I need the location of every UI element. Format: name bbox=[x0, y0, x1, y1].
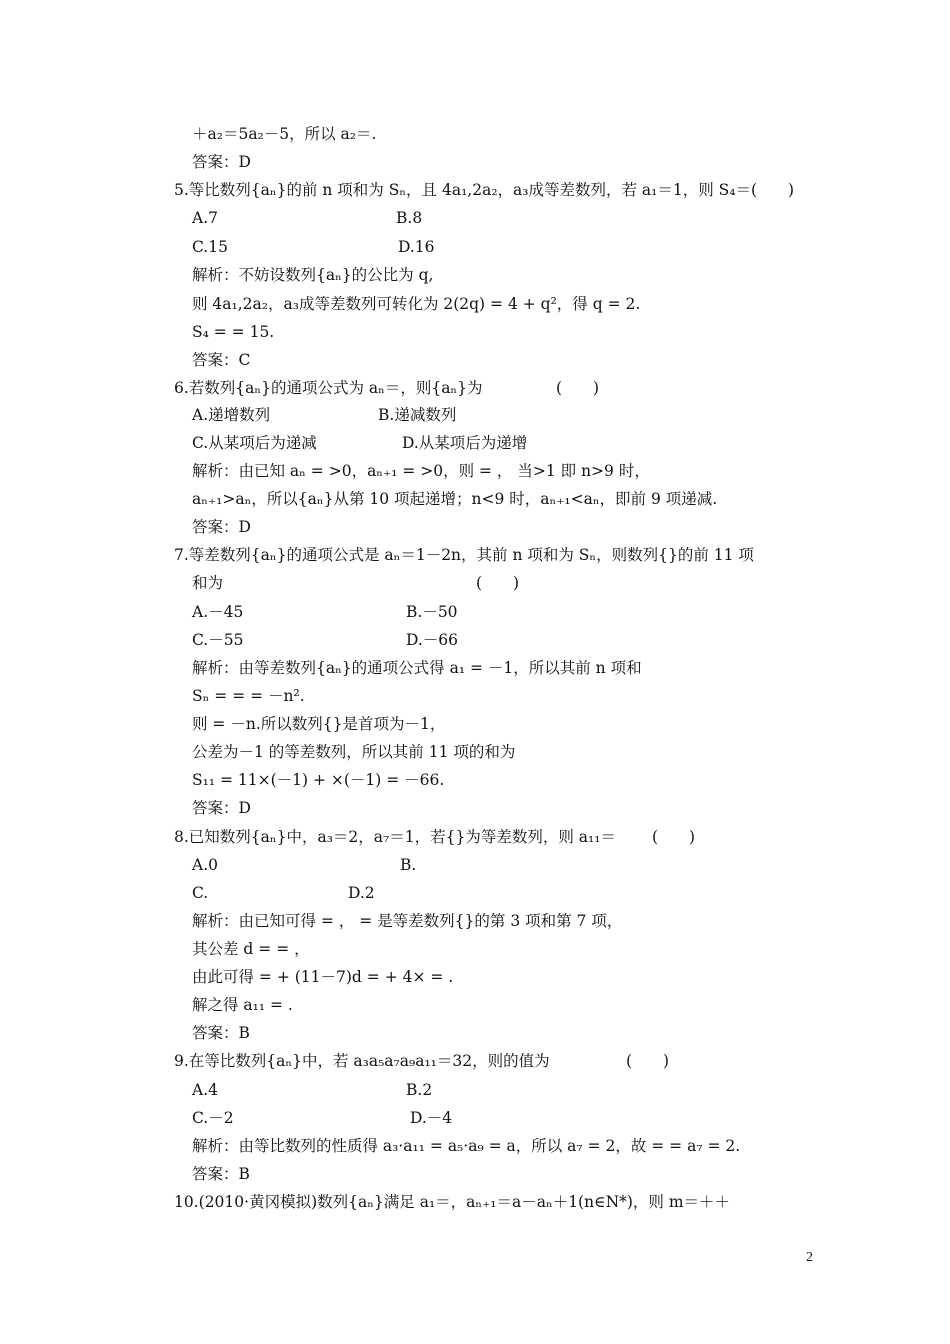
text-segment: 答案：C bbox=[192, 351, 251, 369]
text-segment: Sₙ = = = －n². bbox=[192, 687, 305, 705]
text-segment: B.2 bbox=[406, 1081, 433, 1099]
text-segment: S₁₁ = 11×(－1) + ×(－1) = －66. bbox=[192, 771, 445, 789]
text-segment: 10.(2010·黄冈模拟)数列{aₙ}满足 a₁＝，aₙ₊₁＝a－aₙ＋1(n∈N*)，则 m＝＋＋ bbox=[174, 1193, 731, 1211]
text-segment: 7.等差数列{aₙ}的通项公式是 aₙ＝1－2n，其前 n 项和为 Sₙ，则数列{}的前 11 项 bbox=[174, 546, 754, 564]
text-segment: S₄ = = 15. bbox=[192, 323, 275, 341]
text-segment: A.4 bbox=[192, 1081, 218, 1099]
text-segment: B.8 bbox=[396, 209, 423, 227]
text-segment: 和为 bbox=[192, 574, 224, 592]
text-segment: 6.若数列{aₙ}的通项公式为 aₙ＝，则{aₙ}为 bbox=[174, 379, 483, 397]
text-segment: 答案：D bbox=[192, 153, 251, 171]
text-segment: ( ) bbox=[556, 379, 600, 397]
text-segment: C.15 bbox=[192, 238, 228, 256]
text-segment: A.－45 bbox=[192, 603, 244, 621]
text-segment: 答案：B bbox=[192, 1024, 250, 1042]
text-segment: ( ) bbox=[626, 1052, 670, 1070]
text-segment: 解析：由等差数列{aₙ}的通项公式得 a₁ = －1，所以其前 n 项和 bbox=[192, 659, 642, 677]
text-segment: D.－66 bbox=[406, 631, 459, 649]
text-segment: 答案：B bbox=[192, 1165, 250, 1183]
text-segment: 解析：不妨设数列{aₙ}的公比为 q, bbox=[192, 266, 434, 284]
text-segment: A.0 bbox=[192, 856, 218, 874]
text-segment: 则 = －n.所以数列{}是首项为－1， bbox=[192, 715, 446, 733]
text-segment: 5.等比数列{aₙ}的前 n 项和为 Sₙ，且 4a₁,2a₂，a₃成等差数列，若 a₁＝1，则 S₄＝( ) bbox=[174, 181, 795, 199]
text-segment: ( ) bbox=[476, 574, 520, 592]
text-segment: aₙ₊₁>aₙ，所以{aₙ}从第 10 项起递增；n<9 时，aₙ₊₁<aₙ，即前 9 项递减. bbox=[192, 490, 718, 508]
text-segment: 解析：由等比数列的性质得 a₃·a₁₁ = a₅·a₉ = a，所以 a₇ = 2，故 = = a₇ = 2. bbox=[192, 1137, 741, 1155]
text-segment: C. bbox=[192, 884, 209, 902]
text-segment: 答案：D bbox=[192, 799, 251, 817]
text-segment: C.－2 bbox=[192, 1109, 234, 1127]
text-segment: C.－55 bbox=[192, 631, 244, 649]
text-segment: 解析：由已知可得 = ， = 是等差数列{}的第 3 项和第 7 项， bbox=[192, 912, 623, 930]
text-segment: ( ) bbox=[652, 828, 696, 846]
text-segment: 8.已知数列{aₙ}中，a₃＝2，a₇＝1，若{}为等差数列，则 a₁₁＝ bbox=[174, 828, 616, 846]
text-segment: ＋a₂＝5a₂－5，所以 a₂＝. bbox=[192, 125, 377, 143]
text-segment: 解之得 a₁₁ = . bbox=[192, 996, 293, 1014]
text-segment: 由此可得 = + (11－7)d = + 4× = . bbox=[192, 968, 454, 986]
text-segment: A.7 bbox=[192, 209, 218, 227]
page-number: 2 bbox=[806, 1250, 813, 1265]
text-segment: 答案：D bbox=[192, 518, 251, 536]
text-segment: 其公差 d = = ， bbox=[192, 940, 310, 958]
text-segment: D.从某项后为递增 bbox=[402, 434, 528, 452]
text-segment: 解析：由已知 aₙ = >0，aₙ₊₁ = >0，则 = ， 当>1 即 n>9 时， bbox=[192, 462, 650, 480]
text-segment: B.递减数列 bbox=[378, 406, 457, 424]
text-segment: D.16 bbox=[398, 238, 435, 256]
text-segment: B.－50 bbox=[406, 603, 458, 621]
text-segment: C.从某项后为递减 bbox=[192, 434, 317, 452]
text-segment: 9.在等比数列{aₙ}中，若 a₃a₅a₇a₉a₁₁＝32，则的值为 bbox=[174, 1052, 550, 1070]
text-segment: A.递增数列 bbox=[192, 406, 271, 424]
text-segment: D.2 bbox=[348, 884, 375, 902]
text-segment: 则 4a₁,2a₂，a₃成等差数列可转化为 2(2q) = 4 + q²，得 q = 2. bbox=[192, 295, 641, 313]
text-segment: B. bbox=[400, 856, 417, 874]
text-segment: D.－4 bbox=[410, 1109, 453, 1127]
text-segment: 公差为－1 的等差数列，所以其前 11 项的和为 bbox=[192, 743, 516, 761]
